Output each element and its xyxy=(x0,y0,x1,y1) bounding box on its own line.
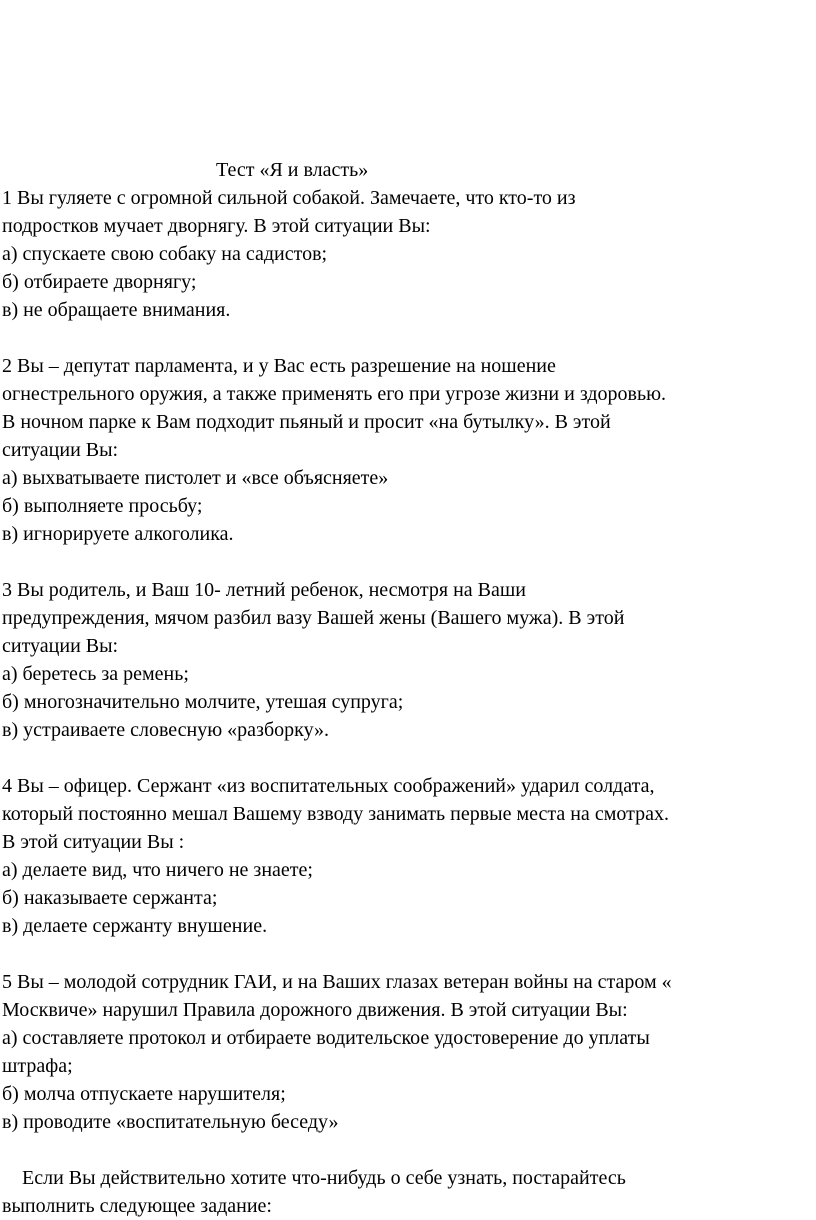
closing-line-2: выполнить следующее задание: xyxy=(2,1195,272,1217)
document-body xyxy=(2,184,814,1220)
question-5 xyxy=(2,968,814,1136)
question-5-option-c: в) проводите «воспитательную беседу» xyxy=(2,1111,339,1133)
question-4-text-line-1: 4 Вы – офицер. Сержант «из воспитательных соображений» ударил солдата, xyxy=(2,775,655,797)
question-1-text-line-2: подростков мучает дворнягу. В этой ситуации Вы: xyxy=(2,215,431,237)
closing-paragraph xyxy=(2,1164,814,1220)
question-4 xyxy=(2,772,814,940)
question-4-option-a: а) делаете вид, что ничего не знаете; xyxy=(2,859,313,881)
question-4-text-line-2: который постоянно мешал Вашему взводу занимать первые места на смотрах. xyxy=(2,803,669,825)
question-3-option-a: а) беретесь за ремень; xyxy=(2,663,189,685)
question-1-option-c: в) не обращаете внимания. xyxy=(2,299,231,321)
question-3-option-b: б) многозначительно молчите, утешая супруга; xyxy=(2,691,404,713)
question-5-option-b: б) молча отпускаете нарушителя; xyxy=(2,1083,286,1105)
question-5-text-line-1: 5 Вы – молодой сотрудник ГАИ, и на Ваших глазах ветеран войны на старом « xyxy=(2,971,672,993)
question-3 xyxy=(2,576,814,744)
spacer xyxy=(2,324,814,352)
question-1 xyxy=(2,184,814,324)
question-2-text-line-4: ситуации Вы: xyxy=(2,439,119,461)
closing-line-1: Если Вы действительно хотите что-нибудь о себе узнать, постарайтесь xyxy=(22,1167,626,1189)
spacer xyxy=(2,548,814,576)
question-5-option-a-line-1: а) составляете протокол и отбираете водительское удостоверение до уплаты xyxy=(2,1027,650,1049)
question-3-text-line-2: предупреждения, мячом разбил вазу Вашей жены (Вашего мужа). В этой xyxy=(2,607,625,629)
spacer xyxy=(2,940,814,968)
spacer xyxy=(2,1136,814,1164)
question-5-option-a-line-2: штрафа; xyxy=(2,1055,73,1077)
question-4-option-c: в) делаете сержанту внушение. xyxy=(2,915,268,937)
spacer xyxy=(2,744,814,772)
question-3-option-c: в) устраиваете словесную «разборку». xyxy=(2,719,330,741)
question-2-text-line-3: В ночном парке к Вам подходит пьяный и просит «на бутылку». В этой xyxy=(2,411,611,433)
document-title: Тест «Я и власть» xyxy=(216,159,369,181)
question-3-text-line-3: ситуации Вы: xyxy=(2,635,119,657)
question-2-option-a: а) выхватываете пистолет и «все объясняете» xyxy=(2,467,389,489)
question-1-option-a: а) спускаете свою собаку на садистов; xyxy=(2,243,328,265)
question-2-text-line-2: огнестрельного оружия, а также применять его при угрозе жизни и здоровью. xyxy=(2,383,667,405)
question-2-text-line-1: 2 Вы – депутат парламента, и у Вас есть разрешение на ношение xyxy=(2,355,556,377)
question-5-text-line-2: Москвиче» нарушил Правила дорожного движения. В этой ситуации Вы: xyxy=(2,999,628,1021)
question-2 xyxy=(2,352,814,548)
question-1-option-b: б) отбираете дворнягу; xyxy=(2,271,197,293)
question-1-text-line-1: 1 Вы гуляете с огромной сильной собакой. Замечаете, что кто-то из xyxy=(2,187,576,209)
question-2-option-b: б) выполняете просьбу; xyxy=(2,495,203,517)
question-4-option-b: б) наказываете сержанта; xyxy=(2,887,218,909)
question-4-text-line-3: В этой ситуации Вы : xyxy=(2,831,185,853)
question-3-text-line-1: 3 Вы родитель, и Ваш 10- летний ребенок, несмотря на Ваши xyxy=(2,579,527,601)
question-2-option-c: в) игнорируете алкоголика. xyxy=(2,523,234,545)
